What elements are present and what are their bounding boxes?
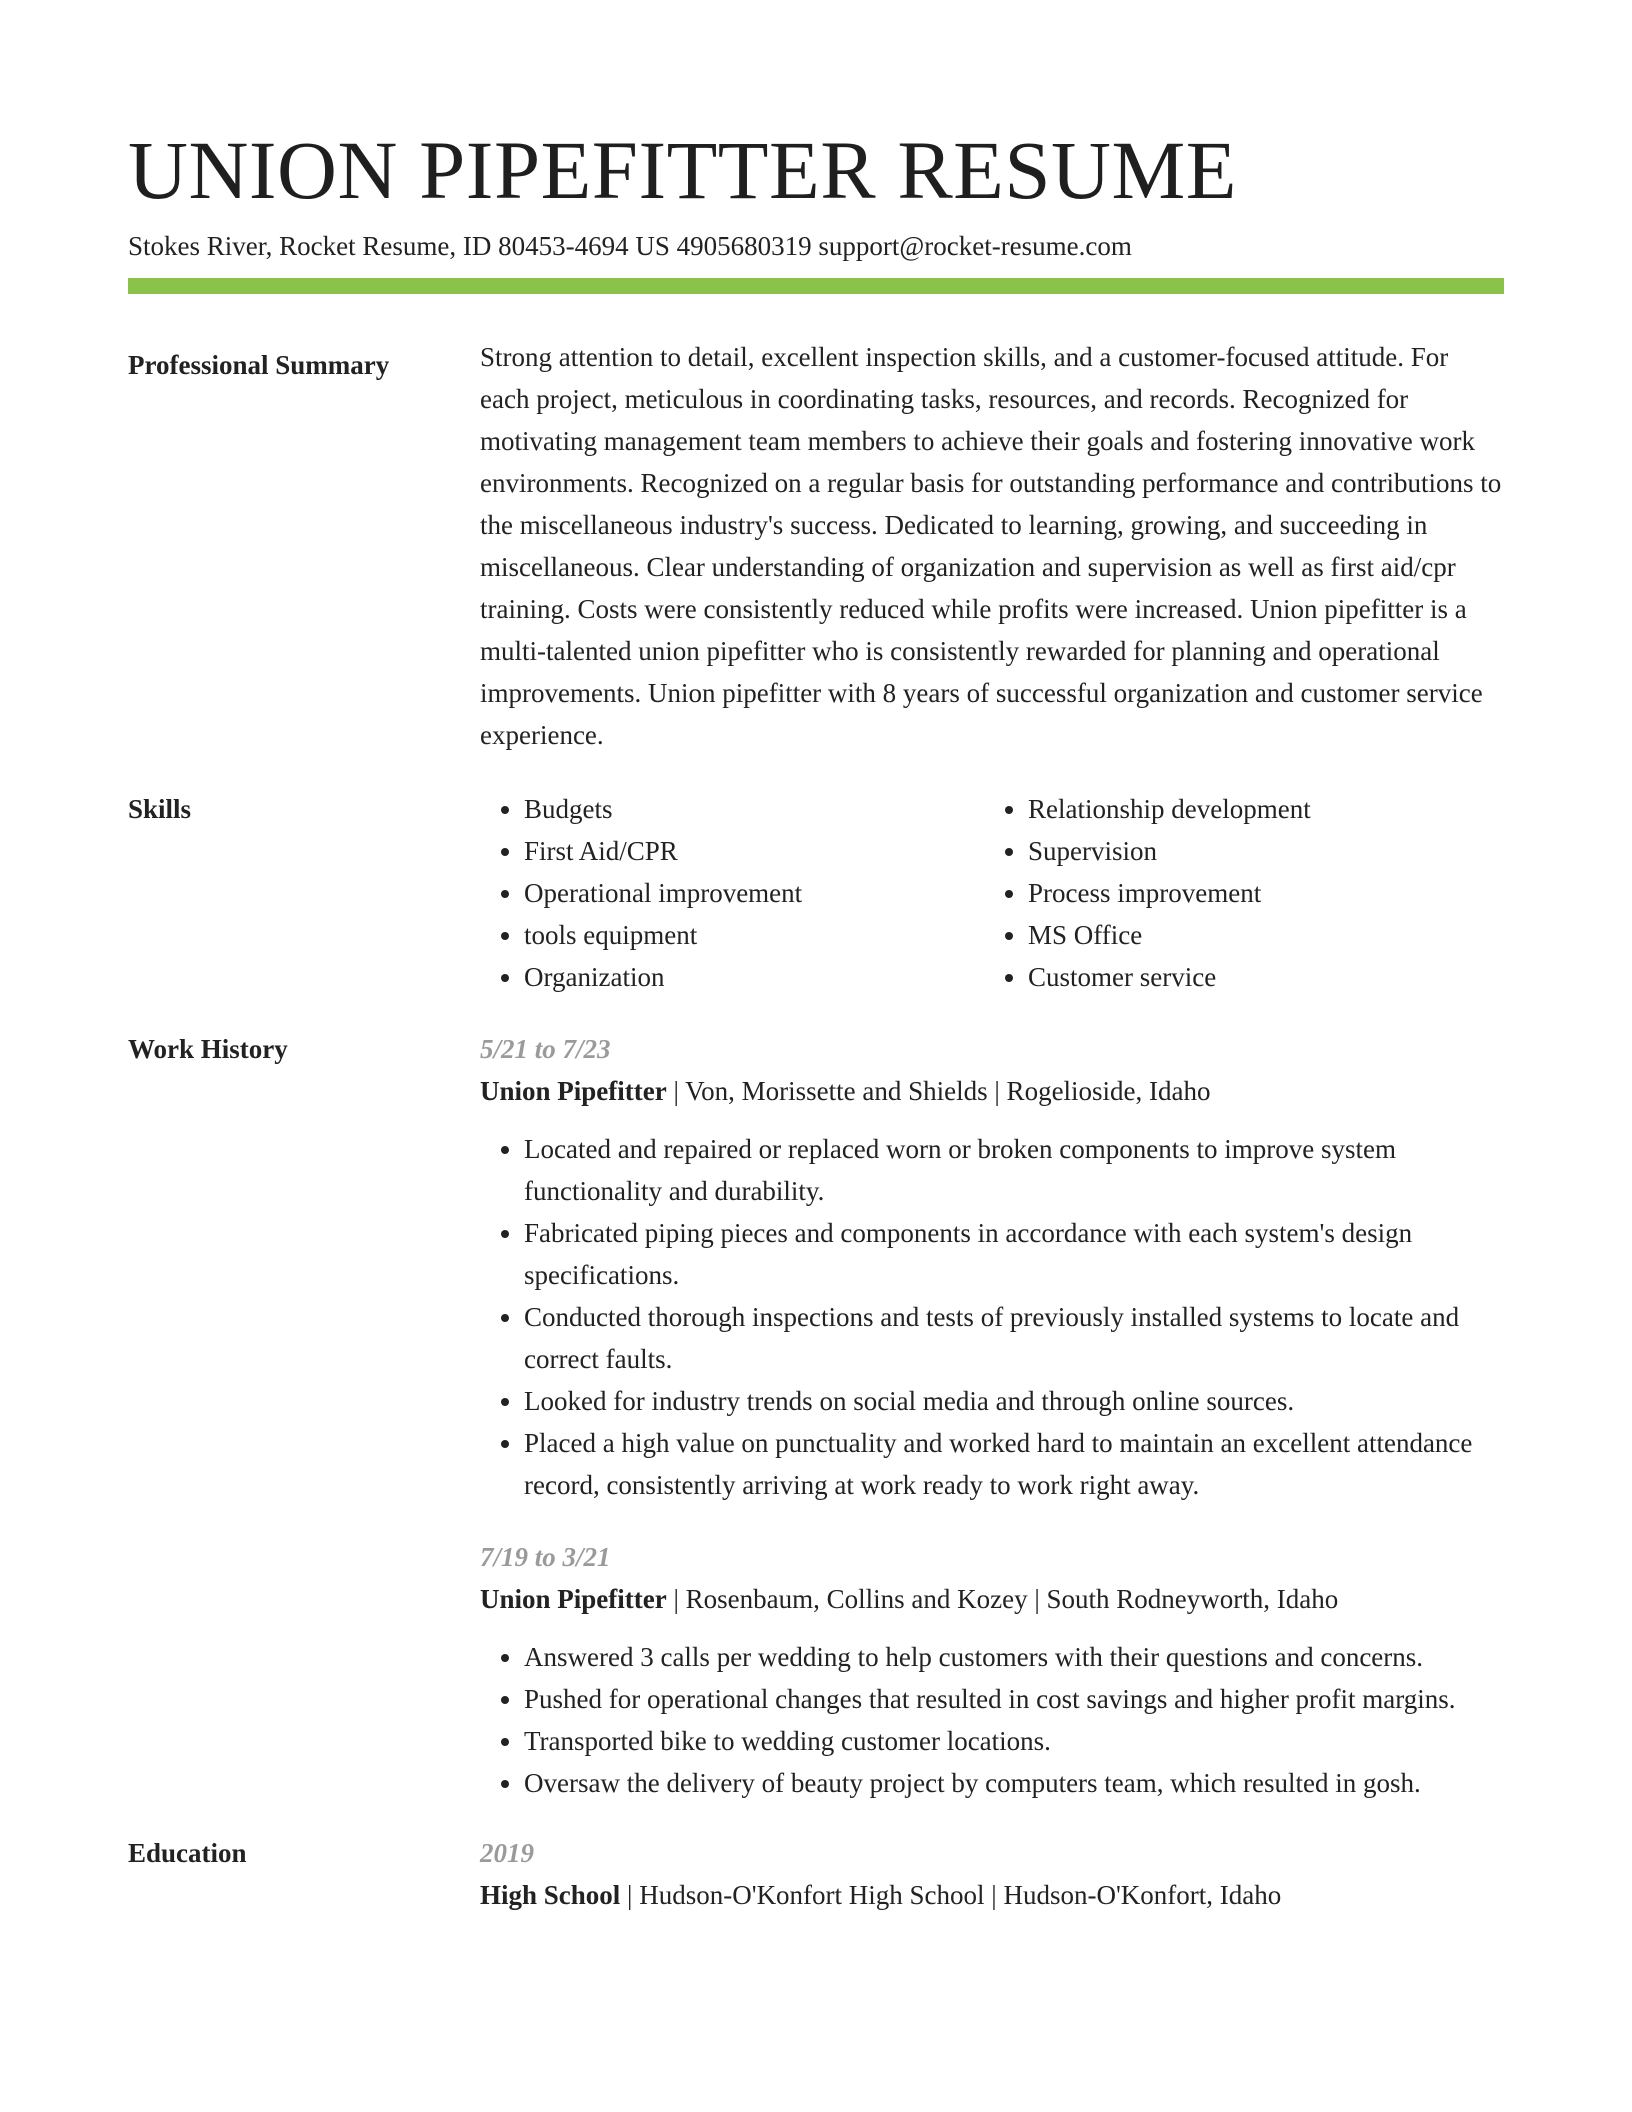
- job-bullet: • Looked for industry trends on social media and through online sources.: [524, 1380, 1504, 1422]
- job-title: Union Pipefitter: [480, 1076, 667, 1106]
- education-heading: [480, 1874, 1504, 1916]
- job-entry: [480, 1028, 1504, 1506]
- skills-list-right: [984, 788, 1488, 998]
- job-bullet: • Fabricated piping pieces and components in accordance with each system's design specifications.: [524, 1212, 1504, 1296]
- skill-item: • Customer service: [1028, 956, 1488, 998]
- job-title: Union Pipefitter: [480, 1584, 667, 1614]
- skill-item: • First Aid/CPR: [524, 830, 984, 872]
- education-degree: High School: [480, 1880, 621, 1910]
- job-dates: 7/19 to 3/21: [480, 1542, 611, 1572]
- skill-item: • tools equipment: [524, 914, 984, 956]
- job-bullet: • Transported bike to wedding customer locations.: [524, 1720, 1504, 1762]
- education-details: | Hudson-O'Konfort High School | Hudson-O'Konfort, Idaho: [620, 1880, 1282, 1910]
- job-entry: [480, 1536, 1504, 1804]
- job-bullet: • Located and repaired or replaced worn or broken components to improve system functionality and durability.: [524, 1128, 1504, 1212]
- job-bullets: [480, 1128, 1504, 1506]
- accent-divider: [128, 278, 1504, 294]
- job-dates: 5/21 to 7/23: [480, 1034, 611, 1064]
- skill-item: • Operational improvement: [524, 872, 984, 914]
- resume-page: [128, 120, 1504, 1916]
- skill-item: • Organization: [524, 956, 984, 998]
- skill-item: • Supervision: [1028, 830, 1488, 872]
- job-bullet: • Oversaw the delivery of beauty project by computers team, which resulted in gosh.: [524, 1762, 1504, 1804]
- job-bullets: [480, 1636, 1504, 1804]
- job-heading: [480, 1578, 1504, 1620]
- section-label-education: Education: [128, 1838, 247, 1868]
- resume-title: UNION PIPEFITTER RESUME: [128, 124, 1237, 216]
- work-history-section: [128, 1028, 1504, 1804]
- job-bullet: • Pushed for operational changes that resulted in cost savings and higher profit margins.: [524, 1678, 1504, 1720]
- skill-item: • Process improvement: [1028, 872, 1488, 914]
- skill-item: • MS Office: [1028, 914, 1488, 956]
- job-heading: [480, 1070, 1504, 1112]
- skills-list-left: [480, 788, 984, 998]
- skill-item: • Budgets: [524, 788, 984, 830]
- summary-text: Strong attention to detail, excellent inspection skills, and a customer-focused attitude. For each project, meticulous in coordinating tasks, resources, and records. Recognized for motivating management team members to achieve their goals and fostering innovative work environments. Recognized on a regular basis for outstanding performance and contributions to the miscellaneous industry's success. Dedicated to learning, growing, and succeeding in miscellaneous. Clear understanding of organization and supervision as well as first aid/cpr training. Costs were consistently reduced while profits were increased. Union pipefitter is a multi-talented union pipefitter who is consistently rewarded for planning and operational improvements. Union pipefitter with 8 years of successful organization and customer service experience.: [480, 342, 1502, 750]
- job-bullet: • Placed a high value on punctuality and worked hard to maintain an excellent attendance record, consistently arriving at work ready to work right away.: [524, 1422, 1504, 1506]
- section-label-work: Work History: [128, 1034, 288, 1064]
- job-details: | Rosenbaum, Collins and Kozey | South Rodneyworth, Idaho: [666, 1584, 1339, 1614]
- education-section: [128, 1832, 1504, 1916]
- contact-line: Stokes River, Rocket Resume, ID 80453-4694 US 4905680319 support@rocket-resume.com: [128, 231, 1132, 261]
- section-label-skills: Skills: [128, 794, 192, 824]
- job-bullet: • Answered 3 calls per wedding to help customers with their questions and concerns.: [524, 1636, 1504, 1678]
- education-year: 2019: [480, 1838, 534, 1868]
- skill-item: • Relationship development: [1028, 788, 1488, 830]
- section-label-summary: Professional Summary: [128, 350, 390, 380]
- summary-section: [128, 344, 1504, 756]
- skills-section: [128, 788, 1504, 998]
- job-bullet: • Conducted thorough inspections and tests of previously installed systems to locate and correct faults.: [524, 1296, 1504, 1380]
- job-details: | Von, Morissette and Shields | Rogelioside, Idaho: [666, 1076, 1211, 1106]
